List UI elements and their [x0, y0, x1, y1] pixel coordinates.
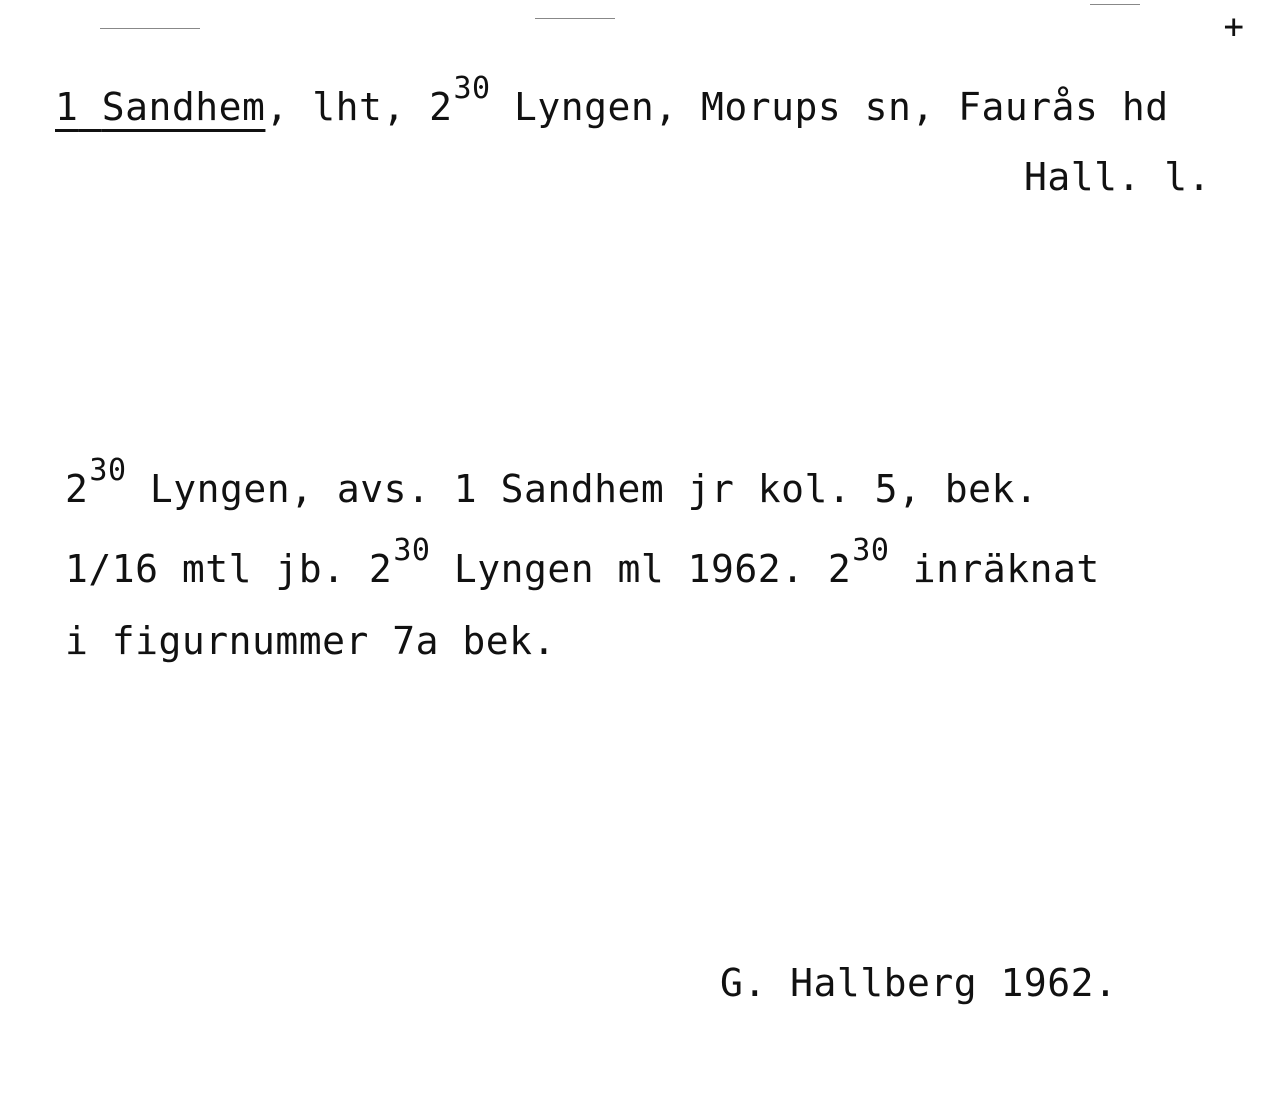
body-line-3: i figurnummer 7a bek. — [65, 619, 556, 663]
header-line: 1 Sandhem, lht, $2^{30}$ Lyngen, Morups sn, Faurås hd — [55, 71, 1169, 129]
smudge-line — [1090, 4, 1140, 5]
province-line: Hall. l. — [1024, 155, 1212, 199]
body-line-1: $2^{30}$ Lyngen, avs. 1 Sandhem jr kol. 5, bek. — [65, 453, 1039, 511]
smudge-line — [535, 18, 615, 19]
signature: G. Hallberg 1962. — [720, 961, 1118, 1005]
smudge-line — [100, 28, 200, 29]
body-line-2: 1/16 mtl jb. $2^{30}$ Lyngen ml 1962. $2^{30}$ inräknat — [65, 533, 1100, 591]
lot-name: 1 Sandhem — [55, 85, 266, 129]
corner-mark: + — [1223, 7, 1244, 47]
